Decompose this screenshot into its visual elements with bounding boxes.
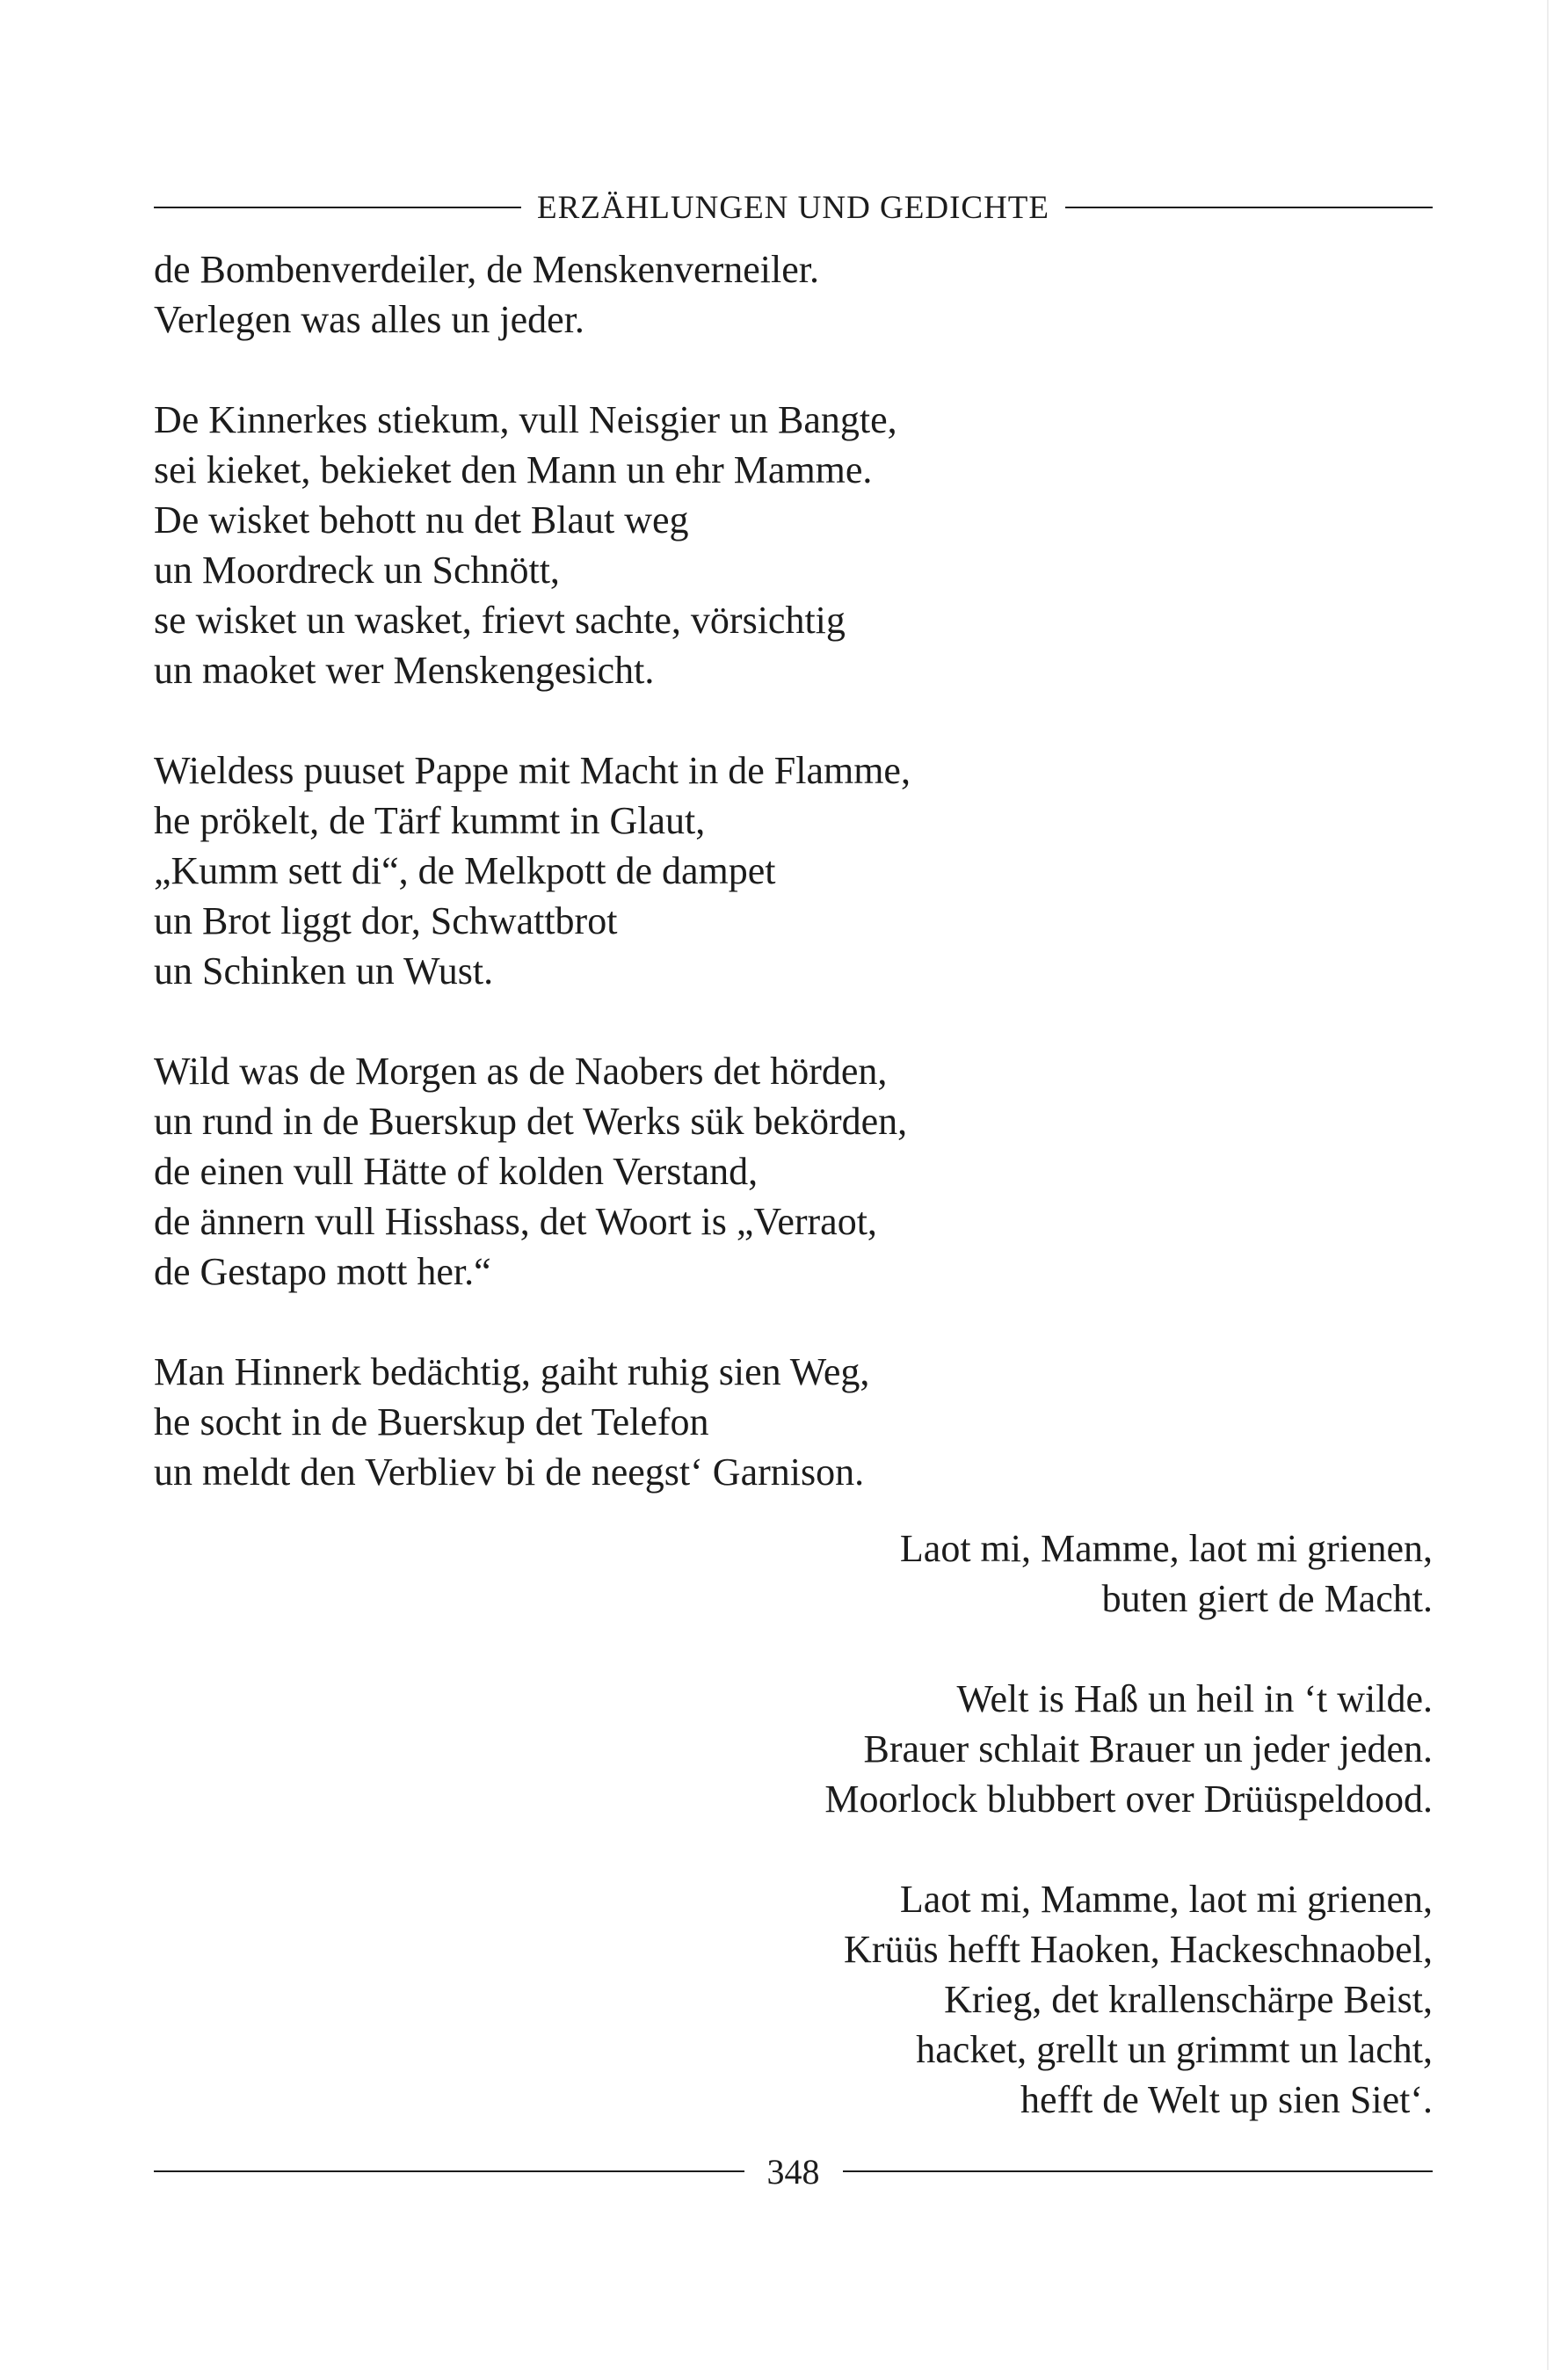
stanza-1 xyxy=(154,244,1433,345)
poem-line: de Bombenverdeiler, de Menskenverneiler. xyxy=(154,248,819,291)
refrain-stanza-2 xyxy=(154,1674,1433,1824)
refrain-line: buten giert de Macht. xyxy=(1101,1577,1433,1620)
scan-edge-line xyxy=(1547,0,1549,2370)
stanza-3 xyxy=(154,745,1433,996)
header-rule-right xyxy=(1065,207,1433,208)
poem-line: un Schinken un Wust. xyxy=(154,949,494,992)
page-footer xyxy=(154,2145,1433,2198)
poem-line: un Moordreck un Schnött, xyxy=(154,549,560,592)
poem-line: un rund in de Buerskup det Werks sük bekörden, xyxy=(154,1100,908,1143)
running-header-title: ERZÄHLUNGEN UND GEDICHTE xyxy=(536,189,1050,226)
refrain-line: Krüüs hefft Haoken, Hackeschnaobel, xyxy=(844,1928,1433,1971)
poem-line: he prökelt, de Tärf kummt in Glaut, xyxy=(154,799,706,842)
refrain-line: Krieg, det krallenschärpe Beist, xyxy=(944,1978,1433,2021)
poem-line: Wieldess puuset Pappe mit Macht in de Flamme, xyxy=(154,749,911,792)
poem-line: de Gestapo mott her.“ xyxy=(154,1250,491,1293)
poem-line: sei kieket, bekieket den Mann un ehr Mamme. xyxy=(154,448,873,491)
poem-line: Wild was de Morgen as de Naobers det hörden, xyxy=(154,1050,888,1093)
poem-line: „Kumm sett di“, de Melkpott de dampet xyxy=(154,849,776,892)
poem-line: De wisket behott nu det Blaut weg xyxy=(154,498,689,542)
footer-rule-left xyxy=(154,2170,744,2172)
poem-line: he socht in de Buerskup det Telefon xyxy=(154,1400,709,1443)
refrain-stanza-3 xyxy=(154,1874,1433,2125)
refrain-line: Laot mi, Mamme, laot mi grienen, xyxy=(899,1527,1433,1570)
refrain-line: hacket, grellt un grimmt un lacht, xyxy=(916,2028,1433,2071)
poem-line: un maoket wer Menskengesicht. xyxy=(154,649,655,692)
refrain-stanza-1 xyxy=(154,1523,1433,1624)
poem-line: de einen vull Hätte of kolden Verstand, xyxy=(154,1150,759,1193)
running-header xyxy=(154,181,1433,234)
page-number: 348 xyxy=(766,2151,820,2192)
poem-line: un Brot liggt dor, Schwattbrot xyxy=(154,899,618,942)
poem-line: Verlegen was alles un jeder. xyxy=(154,298,584,341)
refrain-line: Moorlock blubbert over Drüüspeldood. xyxy=(824,1778,1433,1821)
stanza-5 xyxy=(154,1347,1433,1497)
stanza-4 xyxy=(154,1046,1433,1297)
refrain-line: Welt is Haß un heil in ‘t wilde. xyxy=(956,1677,1433,1720)
poem-line: se wisket un wasket, frievt sachte, vörsichtig xyxy=(154,599,846,642)
header-rule-left xyxy=(154,207,521,208)
poem-line: Man Hinnerk bedächtig, gaiht ruhig sien Weg, xyxy=(154,1350,870,1393)
poem-body xyxy=(154,244,1433,1547)
refrain-block xyxy=(154,1523,1433,2175)
refrain-line: hefft de Welt up sien Siet‘. xyxy=(1020,2078,1433,2121)
poem-line: de ännern vull Hisshass, det Woort is „Verraot, xyxy=(154,1200,877,1243)
footer-rule-right xyxy=(843,2170,1434,2172)
refrain-line: Brauer schlait Brauer un jeder jeden. xyxy=(863,1727,1433,1770)
refrain-line: Laot mi, Mamme, laot mi grienen, xyxy=(899,1878,1433,1921)
poem-line: De Kinnerkes stiekum, vull Neisgier un Bangte, xyxy=(154,398,897,441)
poem-line: un meldt den Verbliev bi de neegst‘ Garnison. xyxy=(154,1450,865,1494)
stanza-2 xyxy=(154,395,1433,695)
